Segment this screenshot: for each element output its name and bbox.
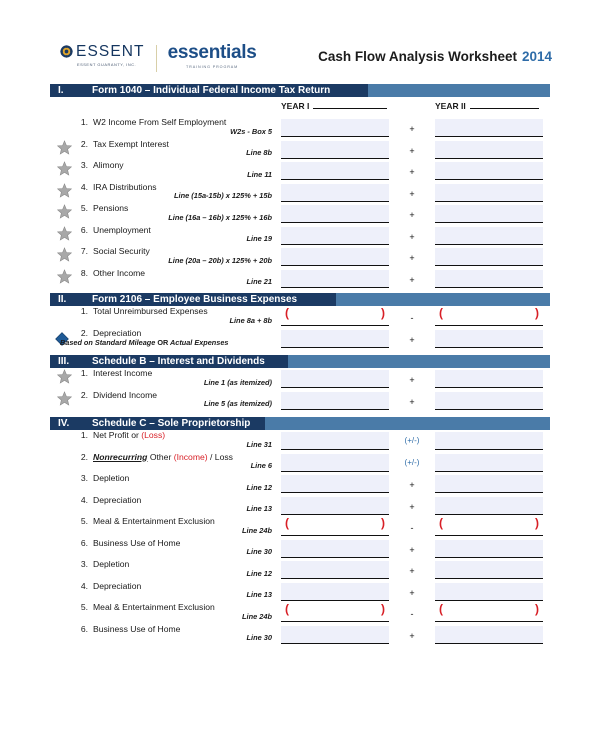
close-paren: ) <box>381 306 385 320</box>
row-number: 4. <box>80 181 88 192</box>
row-label: Unemployment <box>93 224 151 235</box>
row-label: Interest Income <box>93 368 153 378</box>
year1-header: YEAR I <box>281 101 387 111</box>
logo-divider <box>156 45 157 72</box>
essentials-wordmark: essentials <box>167 42 257 63</box>
row-line-reference: Line 24b <box>242 611 272 621</box>
row-line-reference: Line (16a – 16b) x 125% + 16b <box>168 212 272 222</box>
year1-value-field[interactable] <box>281 370 389 388</box>
row-number: 5. <box>80 516 88 526</box>
close-paren: ) <box>381 516 385 530</box>
row-number: 6. <box>80 537 88 548</box>
year2-value-field[interactable] <box>435 432 543 450</box>
year2-value-field[interactable] <box>435 583 543 601</box>
row-number: 4. <box>80 580 88 591</box>
row-line-reference: Line 11 <box>247 169 272 179</box>
worksheet-row <box>50 268 550 290</box>
worksheet-row <box>50 246 550 268</box>
year2-value-field[interactable] <box>435 561 543 579</box>
row-line-reference: Line 13 <box>246 590 272 599</box>
worksheet-row <box>50 581 550 603</box>
essent-tagline: ESSENT GUARANTY, INC. <box>77 61 137 67</box>
page-title <box>318 49 552 64</box>
year1-value-field[interactable] <box>281 583 389 601</box>
open-paren: ( <box>285 602 289 616</box>
worksheet-row <box>50 452 550 474</box>
year1-value-field[interactable] <box>281 141 389 159</box>
row-operator: + <box>409 167 415 177</box>
worksheet-row <box>50 473 550 495</box>
row-label: Dividend Income <box>93 389 158 400</box>
row-operator: + <box>409 188 415 199</box>
year2-value-field[interactable] <box>435 162 543 180</box>
section-numeral: IV. <box>58 418 70 429</box>
row-operator: + <box>409 253 415 263</box>
worksheet-row <box>50 390 550 412</box>
row-operator: + <box>409 124 415 134</box>
worksheet-row <box>50 368 550 390</box>
year2-value-field[interactable] <box>435 540 543 558</box>
page-title-text: Cash Flow Analysis Worksheet <box>318 49 517 64</box>
row-operator: + <box>409 274 415 285</box>
row-label: Depreciation <box>93 327 142 338</box>
row-line-reference: Line 1 (as itemized) <box>203 377 272 387</box>
year1-value-field[interactable] <box>281 432 389 450</box>
worksheet-row <box>50 203 550 225</box>
year2-value-field[interactable] <box>435 626 543 644</box>
row-number: 2. <box>80 451 88 462</box>
section-header-label: II. Form 2106 – Employee Business Expenses <box>58 294 298 305</box>
row-number: 5. <box>80 203 88 213</box>
year2-value-field[interactable] <box>435 248 543 266</box>
worksheet-row <box>50 602 550 624</box>
open-paren: ( <box>439 602 443 616</box>
row-number: 1. <box>80 117 88 127</box>
row-operator: + <box>409 630 415 641</box>
year2-value-field[interactable] <box>435 141 543 159</box>
row-operator: + <box>409 501 415 512</box>
row-line-reference: Line 8b <box>246 148 272 157</box>
row-number: 1. <box>80 430 88 440</box>
row-number: 2. <box>80 327 88 338</box>
row-number: 1. <box>80 306 88 316</box>
year1-value-field[interactable] <box>281 497 389 515</box>
year2-value-field[interactable] <box>435 497 543 515</box>
year1-value-field[interactable] <box>281 475 389 493</box>
year2-input[interactable] <box>470 108 539 109</box>
year2-value-field[interactable] <box>435 119 543 137</box>
year1-value-field[interactable] <box>281 604 389 622</box>
row-label: Net Profit or (Loss) <box>93 430 166 440</box>
row-line-reference: Line (15a-15b) x 125% + 15b <box>174 191 272 200</box>
worksheet-row <box>50 516 550 538</box>
row-operator: + <box>409 480 415 490</box>
row-label: W2 Income From Self Employment <box>93 117 227 127</box>
worksheet-row <box>50 306 550 328</box>
row-number: 3. <box>80 559 88 569</box>
row-number: 6. <box>80 623 88 634</box>
worksheet-row <box>50 139 550 161</box>
row-label: Meal & Entertainment Exclusion <box>93 602 215 612</box>
row-line-reference: Line 30 <box>246 633 272 642</box>
row-operator: + <box>409 566 415 576</box>
section-numeral: II. <box>58 294 67 305</box>
essent-logo <box>60 44 145 67</box>
year2-value-field[interactable] <box>435 604 543 622</box>
row-operator: + <box>409 334 415 345</box>
year1-value-field[interactable] <box>281 392 389 410</box>
year2-value-field[interactable] <box>435 330 543 348</box>
section-header-label: IV. Schedule C – Sole Proprietorship <box>58 418 251 429</box>
row-number: 3. <box>80 473 88 483</box>
row-label: Tax Exempt Interest <box>93 138 169 149</box>
row-number: 5. <box>80 602 88 612</box>
row-label: Depletion <box>93 473 130 483</box>
row-number: 2. <box>80 389 88 400</box>
row-operator: + <box>409 375 415 385</box>
worksheet-row <box>50 430 550 452</box>
year1-value-field[interactable] <box>281 454 389 472</box>
year1-value-field[interactable] <box>281 308 389 326</box>
row-operator: + <box>409 396 415 407</box>
row-operator: + <box>409 544 415 555</box>
year2-value-field[interactable] <box>435 454 543 472</box>
year1-value-field[interactable] <box>281 119 389 137</box>
year1-input[interactable] <box>313 108 387 109</box>
row-number: 3. <box>80 160 88 170</box>
page-title-year: 2014 <box>521 49 552 64</box>
year2-value-field[interactable] <box>435 370 543 388</box>
worksheet-row <box>50 495 550 517</box>
row-operator: + <box>409 231 415 242</box>
section-header-label: III. Schedule B – Interest and Dividends <box>58 356 265 367</box>
row-label: Social Security <box>93 246 150 256</box>
worksheet-row <box>50 182 550 204</box>
year1-value-field[interactable] <box>281 227 389 245</box>
logo-lockup <box>60 44 257 72</box>
open-paren: ( <box>439 516 443 530</box>
worksheet-row <box>50 225 550 247</box>
row-label: Meal & Entertainment Exclusion <box>93 516 215 526</box>
row-note: Based on Standard Mileage OR Actual Expenses <box>60 337 229 347</box>
row-number: 8. <box>80 267 88 278</box>
year1-value-field[interactable] <box>281 270 389 288</box>
worksheet-row <box>50 160 550 182</box>
year2-value-field[interactable] <box>435 392 543 410</box>
worksheet-row <box>50 624 550 646</box>
year2-value-field[interactable] <box>435 227 543 245</box>
row-label: Nonrecurring Other (Income) / Loss <box>93 451 233 462</box>
section-numeral: I. <box>58 85 64 96</box>
row-label: Depreciation <box>93 580 142 591</box>
year1-value-field[interactable] <box>281 330 389 348</box>
year-column-headers <box>50 97 550 117</box>
open-paren: ( <box>285 306 289 320</box>
row-label: IRA Distributions <box>93 181 157 192</box>
year2-value-field[interactable] <box>435 475 543 493</box>
section-header-IV <box>50 417 550 430</box>
row-line-reference: Line (20a – 20b) x 125% + 20b <box>168 255 272 265</box>
year1-value-field[interactable] <box>281 248 389 266</box>
close-paren: ) <box>381 602 385 616</box>
year1-value-field[interactable] <box>281 518 389 536</box>
row-line-reference: W2s - Box 5 <box>230 126 272 136</box>
row-label: Pensions <box>93 203 129 213</box>
row-operator: + <box>409 145 415 156</box>
section-header-I <box>50 84 550 97</box>
year1-value-field[interactable] <box>281 205 389 223</box>
year2-header: YEAR II <box>435 101 539 111</box>
year1-value-field[interactable] <box>281 626 389 644</box>
section-header-III <box>50 355 550 368</box>
row-operator: (+/-) <box>404 457 420 467</box>
open-paren: ( <box>439 306 443 320</box>
row-number: 2. <box>80 138 88 149</box>
essentials-logo <box>168 44 257 69</box>
row-line-reference: Line 12 <box>246 568 272 578</box>
row-operator: - <box>410 523 414 533</box>
row-label: Business Use of Home <box>93 537 181 548</box>
row-label: Depletion <box>93 559 130 569</box>
page-header <box>0 0 600 82</box>
essentials-tagline: TRAINING PROGRAM <box>186 65 239 69</box>
row-operator: - <box>410 609 414 619</box>
worksheet-row <box>50 117 550 139</box>
row-label: Business Use of Home <box>93 623 181 634</box>
row-line-reference: Line 21 <box>246 277 272 286</box>
row-line-reference: Line 6 <box>250 461 272 470</box>
row-label: Depreciation <box>93 494 142 505</box>
worksheet-row <box>50 538 550 560</box>
section-header-II <box>50 293 550 306</box>
row-operator: + <box>409 210 415 220</box>
close-paren: ) <box>535 516 539 530</box>
row-operator: - <box>410 313 414 323</box>
close-paren: ) <box>535 306 539 320</box>
row-label: Other Income <box>93 267 146 278</box>
year1-value-field[interactable] <box>281 184 389 202</box>
row-line-reference: Line 24b <box>242 525 272 535</box>
row-line-reference: Line 19 <box>246 234 272 243</box>
year2-value-field[interactable] <box>435 205 543 223</box>
row-label: Total Unreimbursed Expenses <box>93 306 208 316</box>
year1-value-field[interactable] <box>281 540 389 558</box>
row-line-reference: Line 12 <box>246 482 272 492</box>
row-number: 4. <box>80 494 88 505</box>
row-line-reference: Line 5 (as itemized) <box>203 399 272 408</box>
open-paren: ( <box>285 516 289 530</box>
year1-value-field[interactable] <box>281 561 389 579</box>
year2-value-field[interactable] <box>435 308 543 326</box>
row-number: 6. <box>80 224 88 235</box>
row-operator: (+/-) <box>404 436 420 445</box>
year2-value-field[interactable] <box>435 270 543 288</box>
row-line-reference: Line 13 <box>246 504 272 513</box>
year2-value-field[interactable] <box>435 184 543 202</box>
worksheet-row <box>50 559 550 581</box>
section-numeral: III. <box>58 356 70 367</box>
year2-value-field[interactable] <box>435 518 543 536</box>
row-number: 7. <box>80 246 88 256</box>
row-line-reference: Line 31 <box>246 439 272 449</box>
row-label: Alimony <box>93 160 124 170</box>
essent-wordmark: ESSENT <box>76 43 145 60</box>
worksheet-row <box>50 328 550 350</box>
gear-icon <box>60 45 73 58</box>
year1-value-field[interactable] <box>281 162 389 180</box>
close-paren: ) <box>535 602 539 616</box>
row-number: 1. <box>80 368 88 378</box>
section-header-label: I. Form 1040 – Individual Federal Income Tax Return <box>58 85 331 96</box>
row-operator: + <box>409 587 415 598</box>
row-line-reference: Line 30 <box>246 547 272 556</box>
row-line-reference: Line 8a + 8b <box>229 315 272 325</box>
